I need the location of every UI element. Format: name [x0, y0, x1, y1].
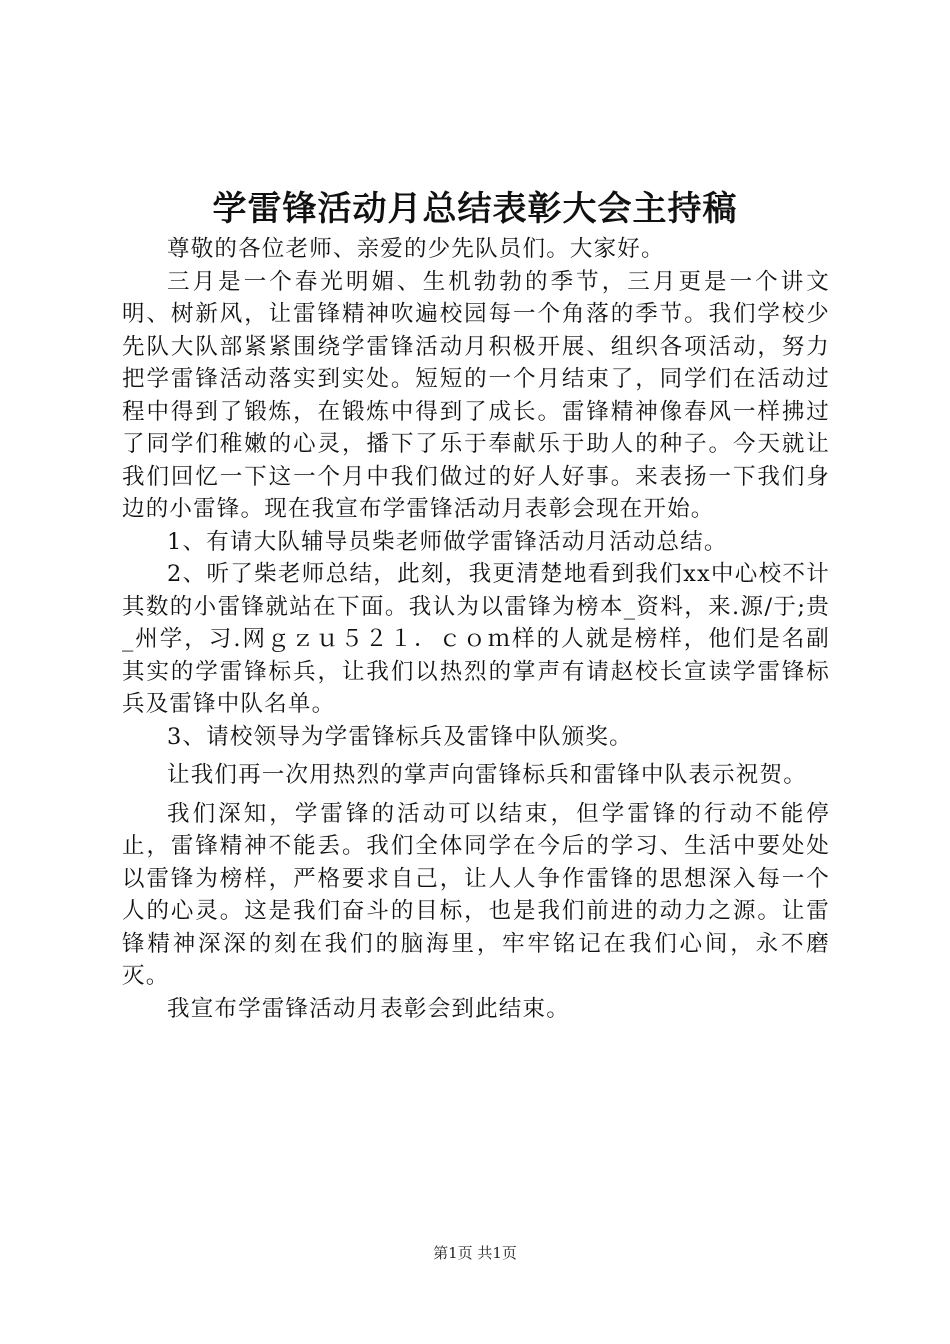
paragraph-item-1: 1、有请大队辅导员柴老师做学雷锋活动月活动总结。	[167, 528, 728, 555]
paragraph-greeting: 尊敬的各位老师、亲爱的少先队员们。大家好。	[167, 236, 665, 262]
paragraph-item-2: 2、听了柴老师总结，此刻，我更清楚地看到我们xx中心校不计其数的小雷锋就站在下面。我认为以雷锋为榜本_资料，来.源/于;贵_州学，习.网ｇｚｕ５２１．ｃｏｍ样的人就是榜样，他们是名副其实的学雷锋标兵，让我们以热烈的掌声有请赵校长宣读学雷锋标兵及雷锋中队名单。	[122, 561, 830, 717]
document-title: 学雷锋活动月总结表彰大会主持稿	[212, 189, 738, 229]
paragraph-closing: 我们深知，学雷锋的活动可以结束，但学雷锋的行动不能停止，雷锋精神不能丢。我们全体同学在今后的学习、生活中要处处以雷锋为榜样，严格要求自己，让人人争作雷锋的思想深入每一个人的心灵。这是我们奋斗的目标，也是我们前进的动力之源。让雷锋精神深深的刻在我们的脑海里，牢牢铭记在我们心间，永不磨灭。	[122, 800, 830, 989]
paragraph-applause: 让我们再一次用热烈的掌声向雷锋标兵和雷锋中队表示祝贺。	[167, 762, 807, 788]
document-body	[122, 233, 830, 1025]
paragraph-item-3: 3、请校领导为学雷锋标兵及雷锋中队颁奖。	[167, 723, 633, 750]
paragraph-end: 我宣布学雷锋活动月表彰会到此结束。	[167, 995, 570, 1022]
page-footer: 第1页 共1页	[433, 1244, 517, 1262]
paragraph-opening: 三月是一个春光明媚、生机勃勃的季节，三月更是一个讲文明、树新风，让雷锋精神吹遍校园每一个角落的季节。我们学校少先队大队部紧紧围绕学雷锋活动月积极开展、组织各项活动，努力把学雷锋活动落实到实处。短短的一个月结束了，同学们在活动过程中得到了锻炼，在锻炼中得到了成长。雷锋精神像春风一样拂过了同学们稚嫩的心灵，播下了乐于奉献乐于助人的种子。今天就让我们回忆一下这一个月中我们做过的好人好事。来表扬一下我们身边的小雷锋。现在我宣布学雷锋活动月表彰会现在开始。	[122, 268, 830, 522]
